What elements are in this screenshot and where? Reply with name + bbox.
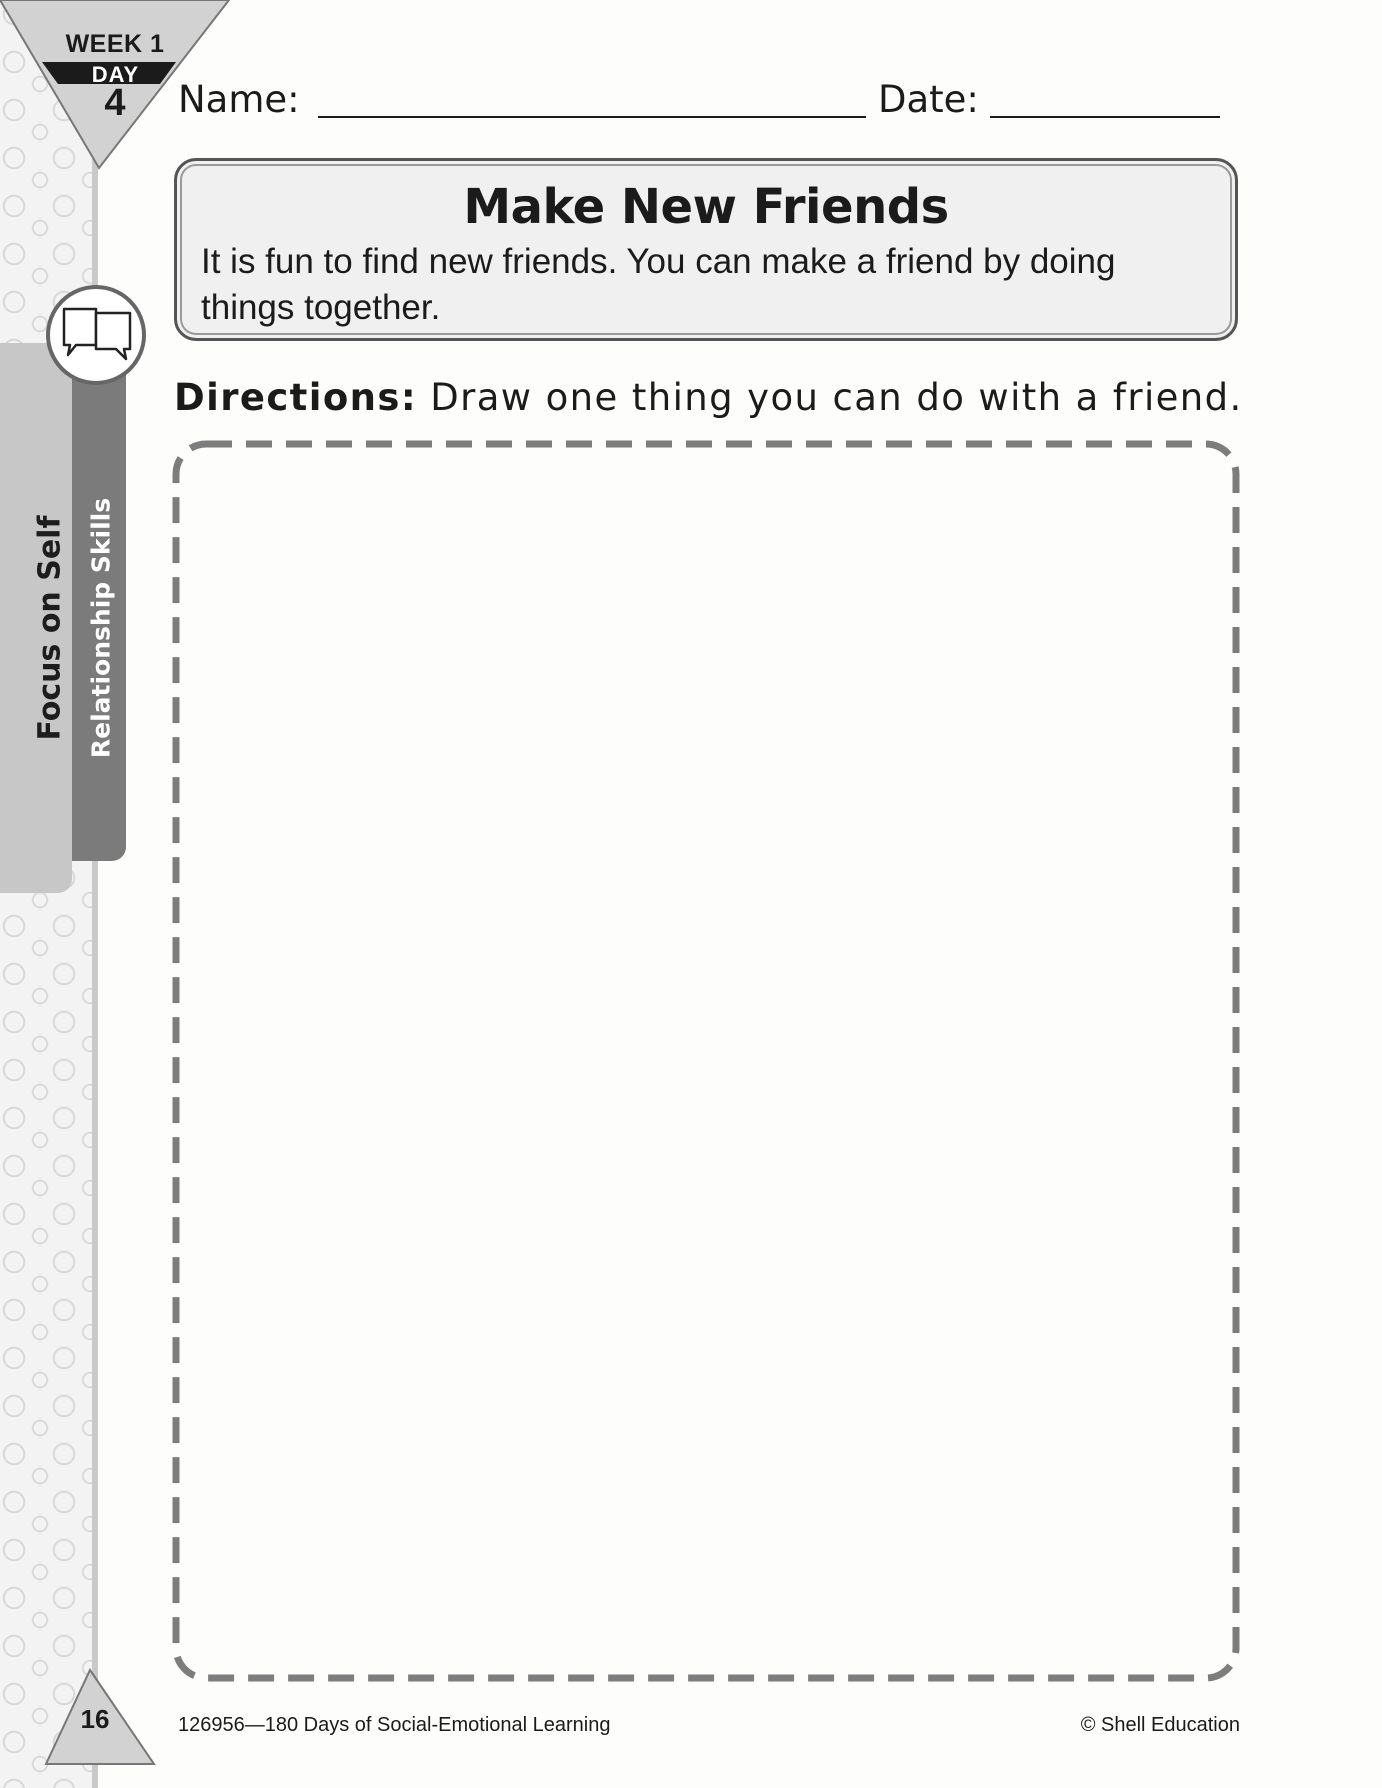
footer-book-title: 126956—180 Days of Social-Emotional Learning bbox=[178, 1714, 611, 1736]
side-strip-edge bbox=[92, 0, 98, 1788]
intro-text: It is fun to find new friends. You can make a friend by doing things together. bbox=[201, 242, 1116, 327]
footer-copyright: © Shell Education bbox=[1080, 1714, 1240, 1736]
date-label: Date: bbox=[878, 78, 979, 121]
name-label: Name: bbox=[178, 78, 300, 121]
day-number: 4 bbox=[104, 82, 126, 124]
directions bbox=[174, 376, 1254, 419]
directions-label: Directions: bbox=[174, 376, 418, 419]
page-title: Make New Friends bbox=[463, 179, 949, 235]
drawing-area[interactable] bbox=[172, 440, 1240, 1682]
name-field[interactable] bbox=[318, 116, 866, 118]
week-label: WEEK 1 bbox=[65, 30, 165, 58]
focus-category-label: Focus on Self bbox=[32, 515, 68, 741]
name-date-row bbox=[178, 72, 1228, 132]
side-pattern-strip bbox=[0, 0, 98, 1788]
date-field[interactable] bbox=[990, 116, 1220, 118]
page-number: 16 bbox=[80, 1704, 110, 1734]
skill-label: Relationship Skills bbox=[86, 497, 116, 759]
day-label: DAY bbox=[91, 62, 140, 87]
title-box bbox=[174, 158, 1238, 341]
speech-bubbles-icon bbox=[46, 285, 146, 385]
directions-text: Draw one thing you can do with a friend. bbox=[430, 376, 1243, 419]
